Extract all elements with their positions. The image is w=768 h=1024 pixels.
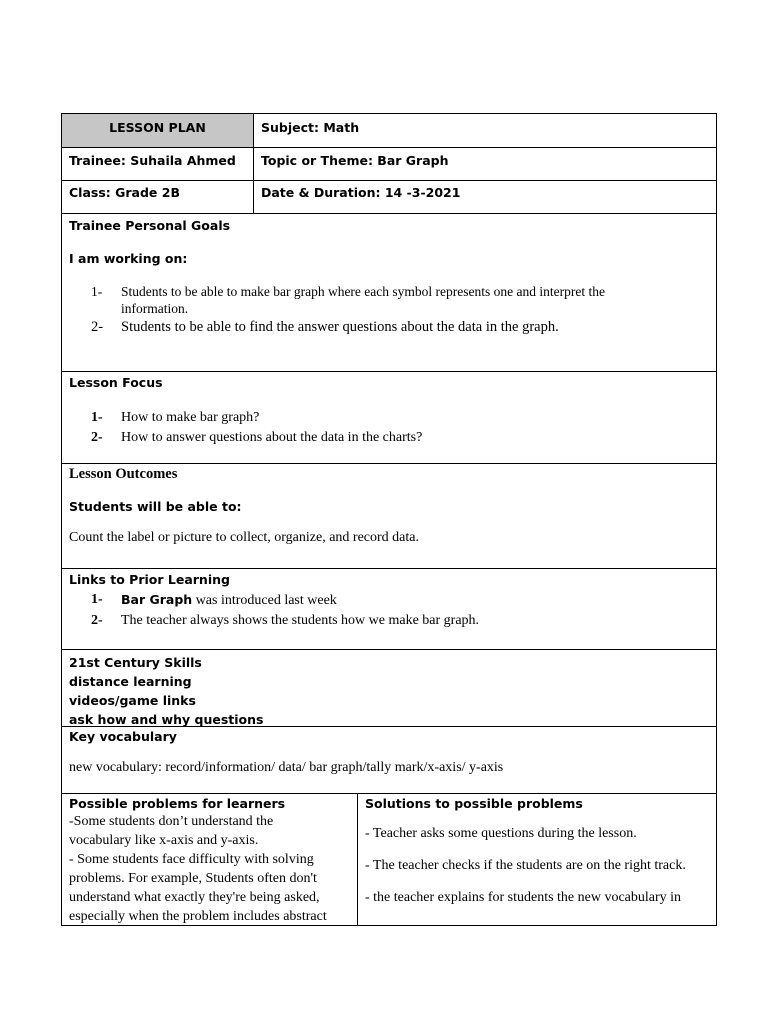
lesson-outcomes-heading: Lesson Outcomes bbox=[69, 466, 178, 482]
subject-text: Subject: Math bbox=[261, 120, 360, 135]
personal-goals-intro: I am working on: bbox=[69, 251, 188, 266]
problems-line: vocabulary like x-axis and y-axis. bbox=[69, 833, 259, 848]
date-text: Date & Duration: 14 -3-2021 bbox=[261, 185, 461, 200]
list-number: 2- bbox=[91, 613, 103, 628]
lesson-plan-title-cell bbox=[61, 113, 254, 148]
list-text: The teacher always shows the students how we make bar graph. bbox=[121, 613, 480, 628]
problems-section bbox=[61, 793, 358, 926]
list-text: was introduced last week bbox=[192, 593, 337, 608]
problems-line: - Some students face difficulty with solving bbox=[69, 852, 314, 867]
solution-item: - The teacher checks if the students are on the right track. bbox=[365, 858, 686, 873]
personal-goals-list bbox=[69, 283, 709, 336]
list-item bbox=[69, 408, 709, 428]
lesson-focus-list bbox=[69, 408, 709, 448]
list-item bbox=[69, 283, 709, 300]
list-item bbox=[69, 590, 709, 611]
skills-line: ask how and why questions bbox=[69, 712, 264, 727]
list-text-continued: information. bbox=[121, 301, 189, 316]
problems-line: understand what exactly they're being asked, bbox=[69, 890, 320, 905]
problems-line: especially when the problem includes abstract bbox=[69, 909, 327, 924]
list-number: 1- bbox=[91, 592, 103, 607]
solution-item: - Teacher asks some questions during the lesson. bbox=[365, 826, 637, 841]
vocabulary-section bbox=[61, 726, 717, 794]
skills-line: videos/game links bbox=[69, 693, 196, 708]
list-text: How to answer questions about the data in the charts? bbox=[121, 430, 423, 445]
solutions-heading: Solutions to possible problems bbox=[365, 796, 583, 811]
skills-line: distance learning bbox=[69, 674, 192, 689]
list-text: How to make bar graph? bbox=[121, 410, 260, 425]
list-text: Students to be able to find the answer questions about the data in the graph. bbox=[121, 319, 559, 335]
problems-heading: Possible problems for learners bbox=[69, 796, 286, 811]
date-cell bbox=[253, 180, 717, 214]
personal-goals-section bbox=[61, 213, 717, 372]
topic-cell bbox=[253, 147, 717, 181]
subject-cell bbox=[253, 113, 717, 148]
list-item bbox=[69, 300, 709, 317]
list-item bbox=[69, 428, 709, 448]
vocabulary-heading: Key vocabulary bbox=[69, 729, 177, 744]
personal-goals-heading: Trainee Personal Goals bbox=[69, 218, 231, 233]
problems-line: -Some students don’t understand the bbox=[69, 814, 274, 829]
list-text: Students to be able to make bar graph where each symbol represents one and interpret the bbox=[121, 284, 605, 299]
trainee-text: Trainee: Suhaila Ahmed bbox=[69, 153, 236, 168]
problems-line: problems. For example, Students often don't bbox=[69, 871, 317, 886]
topic-text: Topic or Theme: Bar Graph bbox=[261, 153, 449, 168]
lesson-outcomes-text: Count the label or picture to collect, organize, and record data. bbox=[69, 530, 419, 545]
lesson-focus-heading: Lesson Focus bbox=[69, 375, 163, 390]
list-item bbox=[69, 319, 709, 336]
lesson-focus-section bbox=[61, 371, 717, 464]
lesson-outcomes-intro: Students will be able to: bbox=[69, 499, 242, 514]
list-bold-text: Bar Graph bbox=[121, 592, 193, 607]
prior-learning-heading: Links to Prior Learning bbox=[69, 572, 230, 587]
lesson-outcomes-section bbox=[61, 463, 717, 569]
list-item bbox=[69, 611, 709, 631]
solution-item: - the teacher explains for students the new vocabulary in bbox=[365, 890, 682, 905]
list-number: 2- bbox=[91, 319, 104, 335]
solutions-section bbox=[357, 793, 717, 926]
trainee-cell bbox=[61, 147, 254, 181]
skills-section bbox=[61, 649, 717, 727]
class-text: Class: Grade 2B bbox=[69, 185, 180, 200]
lesson-plan-title: LESSON PLAN bbox=[109, 120, 206, 135]
vocabulary-text: new vocabulary: record/information/ data/ bar graph/tally mark/x-axis/ y-axis bbox=[69, 760, 504, 775]
prior-learning-section bbox=[61, 568, 717, 650]
list-number: 2- bbox=[91, 430, 103, 445]
list-number: 1- bbox=[91, 284, 103, 299]
skills-heading: 21st Century Skills bbox=[69, 655, 202, 670]
class-cell bbox=[61, 180, 254, 214]
list-number: 1- bbox=[91, 410, 103, 425]
problems-text bbox=[69, 812, 350, 926]
prior-learning-list bbox=[69, 590, 709, 631]
